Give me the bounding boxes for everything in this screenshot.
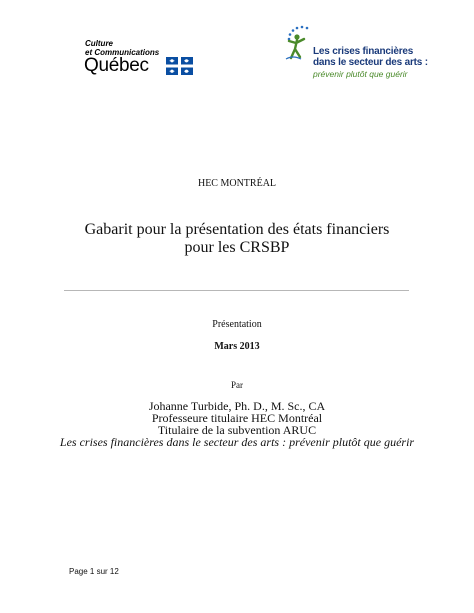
culture-communications-quebec-logo <box>83 37 203 79</box>
author-project: Les crises financières dans le secteur des arts : prévenir plutôt que guérir <box>59 435 415 449</box>
document-date: Mars 2013 <box>214 341 260 352</box>
logo-right-line1: Les crises financières <box>313 46 414 57</box>
logo-right-line2: dans le secteur des arts : <box>313 57 428 68</box>
author-block <box>0 400 474 448</box>
document-type: Présentation <box>212 319 262 330</box>
by-label: Par <box>231 380 243 390</box>
institution-name: HEC MONTRÉAL <box>197 178 277 189</box>
quebec-flag-icon <box>166 57 193 75</box>
crises-financieres-arts-logo <box>283 25 428 81</box>
logo-left-brand: Québec <box>84 55 149 76</box>
author-position: Professeure titulaire HEC Montréal <box>151 411 323 425</box>
document-title-line1: Gabarit pour la présentation des états financiers <box>84 221 390 238</box>
dancing-figure-icon <box>283 25 315 65</box>
page-number: Page 1 sur 12 <box>69 567 119 576</box>
document-title <box>0 221 474 257</box>
author-name: Johanne Turbide, Ph. D., M. Sc., CA <box>148 399 326 413</box>
document-title-line2: pour les CRSBP <box>184 239 290 256</box>
logo-right-line3: prévenir plutôt que guérir <box>313 69 408 79</box>
author-grant: Titulaire de la subvention ARUC <box>157 423 317 437</box>
logo-left-line1: Culture <box>85 39 113 48</box>
logo-left-line2: et Communications <box>85 48 160 57</box>
title-divider <box>64 290 409 291</box>
